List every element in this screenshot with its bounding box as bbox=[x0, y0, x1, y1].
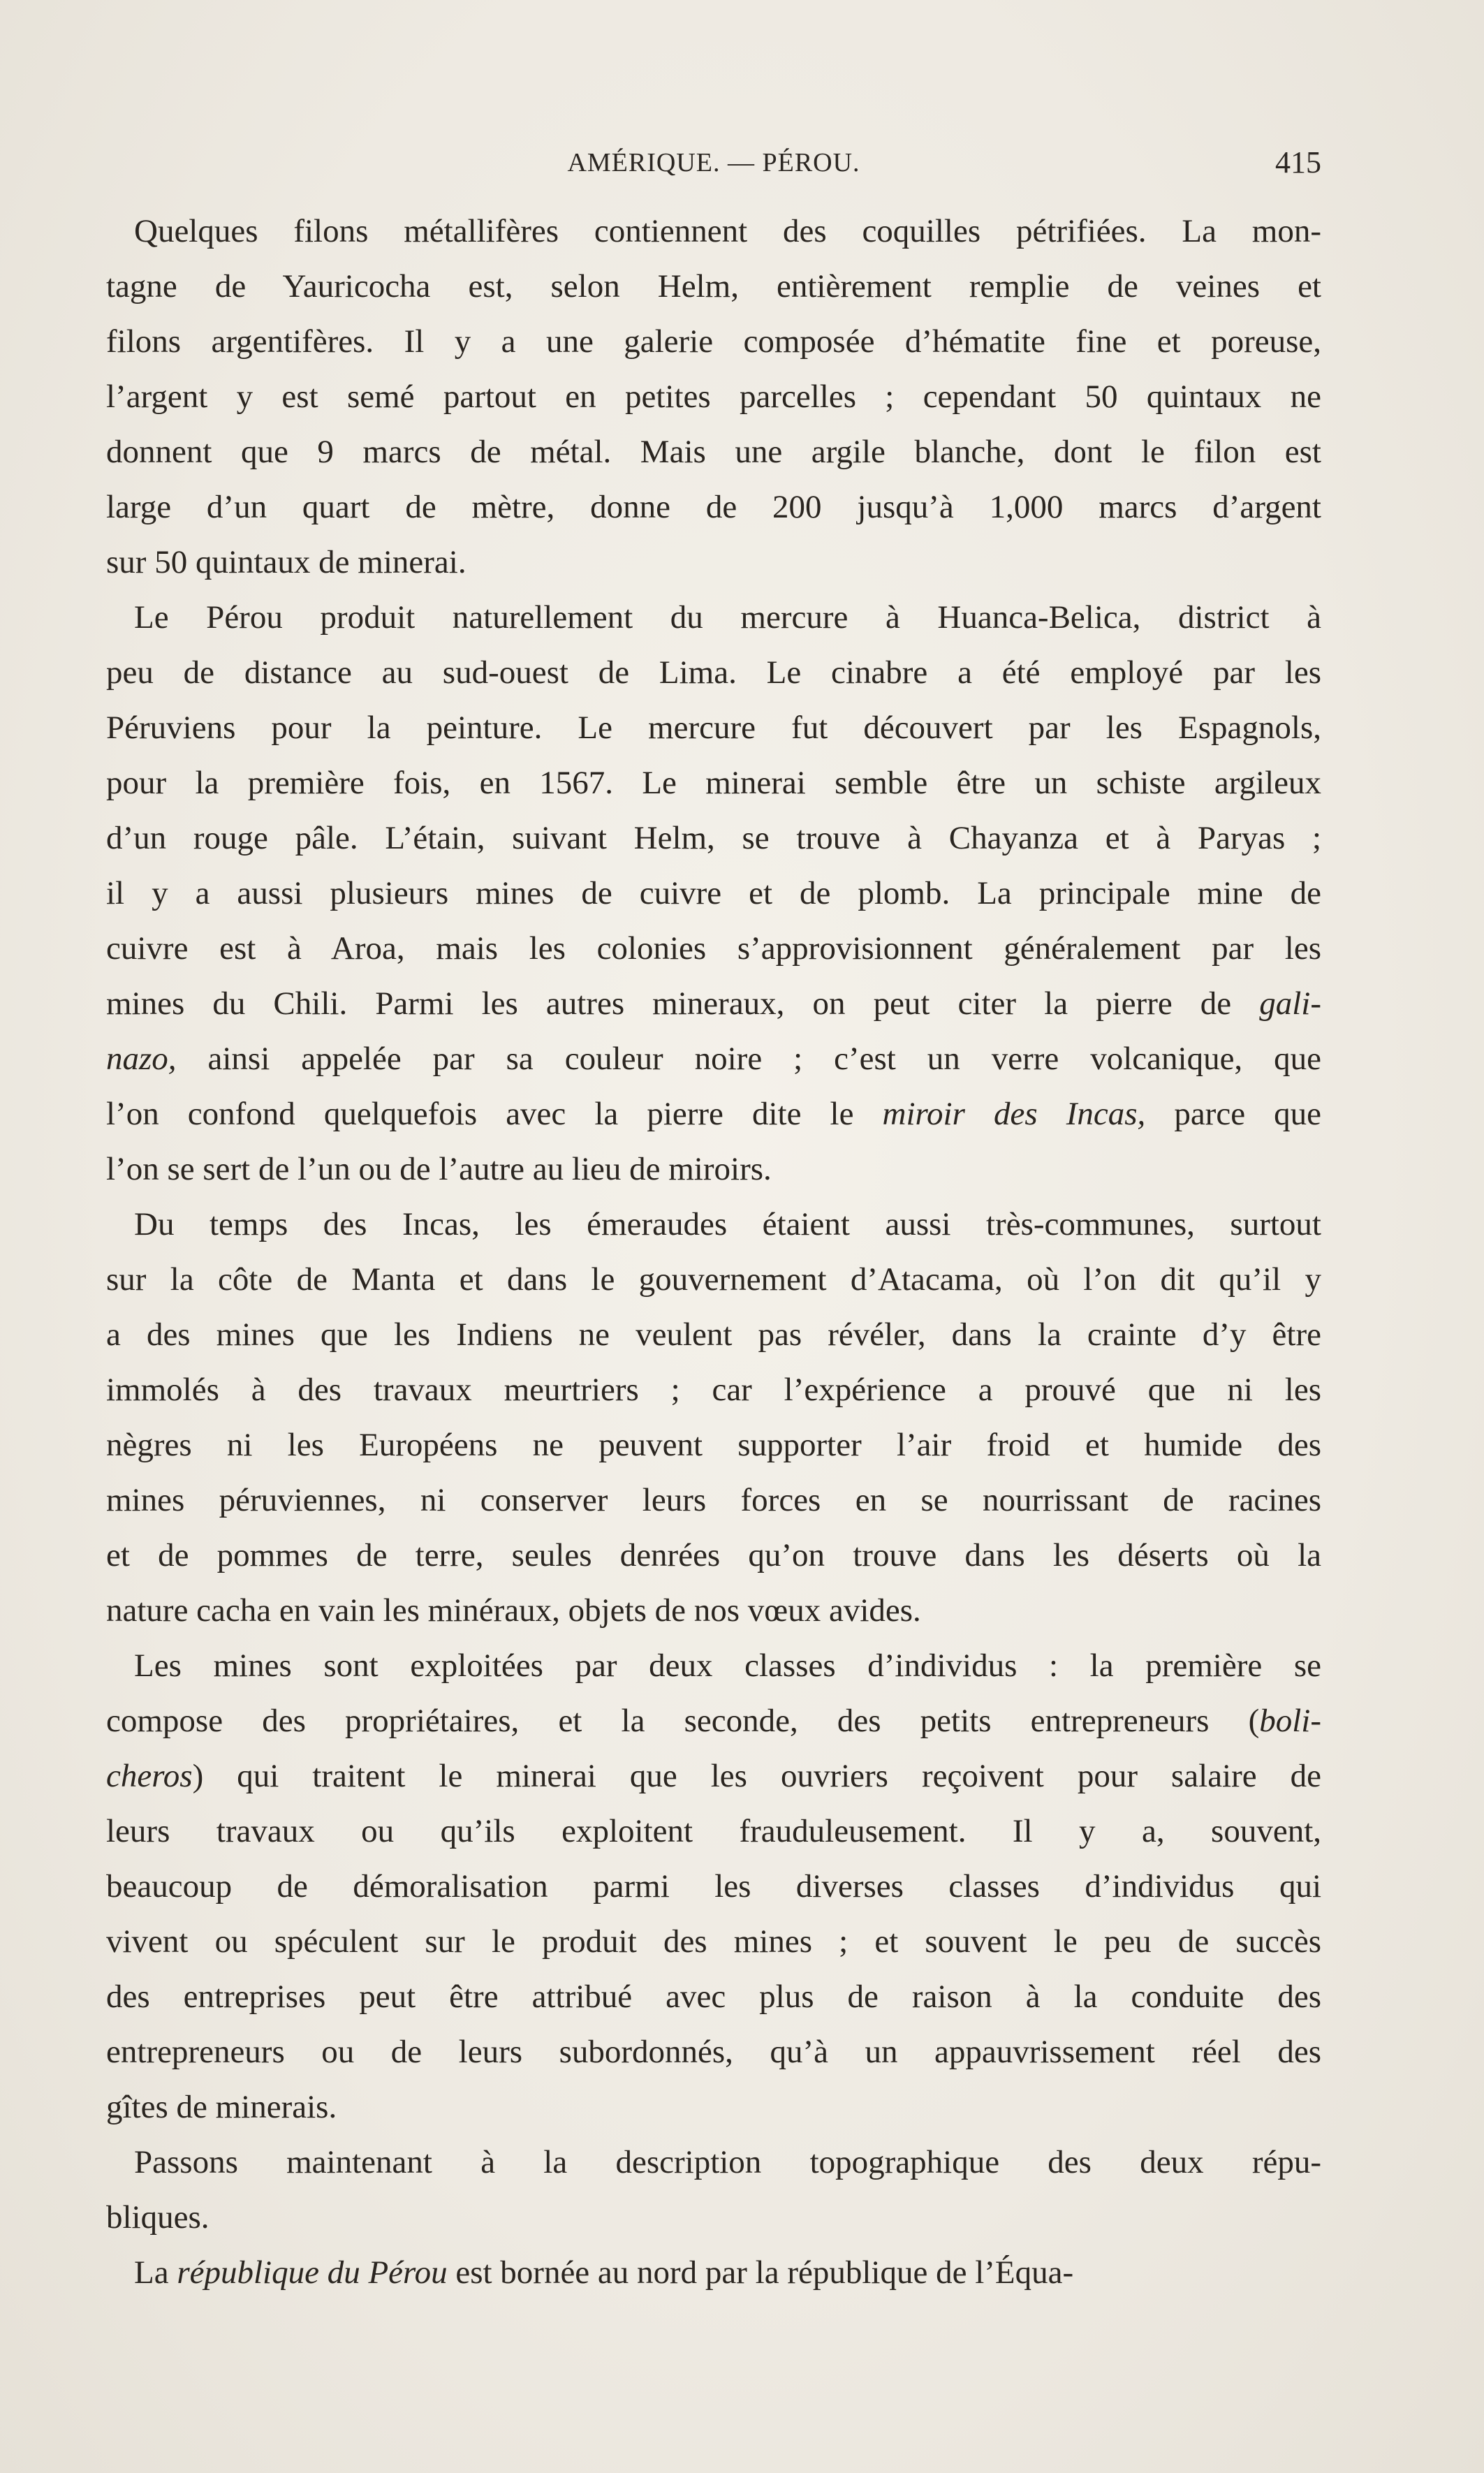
text-line bbox=[106, 1804, 1321, 1859]
text-run: l’on confond quelquefois avec la pierre dite le bbox=[106, 1096, 883, 1132]
paragraph bbox=[106, 2245, 1321, 2300]
text-line bbox=[106, 1859, 1321, 1914]
text-run: leurs travaux ou qu’ils exploitent frauduleusement. Il y a, souvent, bbox=[106, 1813, 1321, 1849]
text-line bbox=[106, 2025, 1321, 2080]
text-line bbox=[106, 1583, 1321, 1638]
text-line bbox=[106, 1473, 1321, 1528]
text-line bbox=[106, 535, 1321, 590]
text-line bbox=[106, 590, 1321, 645]
text-run: beaucoup de démoralisation parmi les diverses classes d’individus qui bbox=[106, 1868, 1321, 1905]
text-run: il y a aussi plusieurs mines de cuivre et de plomb. La principale mine de bbox=[106, 875, 1321, 911]
text-line bbox=[106, 2245, 1321, 2300]
running-head bbox=[106, 145, 1321, 186]
text-run: nègres ni les Européens ne peuvent supporter l’air froid et humide des bbox=[106, 1427, 1321, 1463]
text-run: donnent que 9 marcs de métal. Mais une argile blanche, dont le filon est bbox=[106, 434, 1321, 470]
text-run: large d’un quart de mètre, donne de 200 jusqu’à 1,000 marcs d’argent bbox=[106, 489, 1321, 525]
page-number: 415 bbox=[1275, 145, 1321, 179]
text-line bbox=[106, 480, 1321, 535]
text-line bbox=[106, 1528, 1321, 1583]
text-line bbox=[106, 2190, 1321, 2245]
italic-text: miroir des Incas, bbox=[882, 1096, 1146, 1132]
text-run: mines du Chili. Parmi les autres mineraux, on peut citer la pierre de bbox=[106, 985, 1260, 1022]
text-line bbox=[106, 1252, 1321, 1307]
text-run: filons argentifères. Il y a une galerie composée d’hématite fine et poreuse, bbox=[106, 323, 1321, 360]
text-run: Le Pérou produit naturellement du mercure à Huanca-Belica, district à bbox=[134, 599, 1321, 636]
text-run: immolés à des travaux meurtriers ; car l’expérience a prouvé que ni les bbox=[106, 1372, 1321, 1408]
italic-text: nazo, bbox=[106, 1041, 177, 1077]
text-run: ainsi appelée par sa couleur noire ; c’est un verre volcanique, que bbox=[176, 1041, 1321, 1077]
text-line bbox=[106, 314, 1321, 369]
text-run: sur la côte de Manta et dans le gouvernement d’Atacama, où l’on dit qu’il y bbox=[106, 1261, 1321, 1298]
text-run: pour la première fois, en 1567. Le minerai semble être un schiste argileux bbox=[106, 765, 1321, 801]
text-run: l’on se sert de l’un ou de l’autre au lieu de miroirs. bbox=[106, 1151, 772, 1187]
text-run: Les mines sont exploitées par deux classes d’individus : la première se bbox=[134, 1648, 1321, 1684]
text-line bbox=[106, 866, 1321, 921]
text-run: l’argent y est semé partout en petites parcelles ; cependant 50 quintaux ne bbox=[106, 379, 1321, 415]
text-line bbox=[106, 425, 1321, 480]
text-line bbox=[106, 1694, 1321, 1749]
text-line bbox=[106, 2135, 1321, 2190]
paragraph bbox=[106, 2135, 1321, 2245]
text-run: des entreprises peut être attribué avec plus de raison à la conduite des bbox=[106, 1979, 1321, 2015]
text-line bbox=[106, 1749, 1321, 1804]
text-line bbox=[106, 1914, 1321, 1969]
text-run: cuivre est à Aroa, mais les colonies s’approvisionnent généralement par les bbox=[106, 930, 1321, 967]
text-run: Passons maintenant à la description topographique des deux répu- bbox=[134, 2144, 1321, 2180]
text-run: Quelques filons métallifères contiennent des coquilles pétrifiées. La mon- bbox=[134, 213, 1321, 249]
text-run: entrepreneurs ou de leurs subordonnés, qu’à un appauvrissement réel des bbox=[106, 2034, 1321, 2070]
italic-text: gali- bbox=[1259, 985, 1321, 1022]
text-line bbox=[106, 1418, 1321, 1473]
text-run: Péruviens pour la peinture. Le mercure fut découvert par les Espagnols, bbox=[106, 710, 1321, 746]
text-line bbox=[106, 1638, 1321, 1694]
paragraph bbox=[106, 1638, 1321, 2135]
text-run: tagne de Yauricocha est, selon Helm, entièrement remplie de veines et bbox=[106, 268, 1321, 304]
paragraph bbox=[106, 590, 1321, 1197]
italic-text: boli- bbox=[1259, 1703, 1321, 1739]
text-run: est bornée au nord par la république de l’Équa- bbox=[447, 2254, 1074, 2291]
text-line bbox=[106, 811, 1321, 866]
text-line bbox=[106, 259, 1321, 314]
text-run: ) qui traitent le minerai que les ouvriers reçoivent pour salaire de bbox=[192, 1758, 1321, 1794]
text-line bbox=[106, 756, 1321, 811]
text-run: gîtes de minerais. bbox=[106, 2089, 337, 2125]
running-title: AMÉRIQUE. — PÉROU. bbox=[567, 148, 860, 177]
text-line bbox=[106, 369, 1321, 425]
paragraph bbox=[106, 204, 1321, 590]
text-run: et de pommes de terre, seules denrées qu’on trouve dans les déserts où la bbox=[106, 1537, 1321, 1573]
text-line bbox=[106, 921, 1321, 976]
text-run: sur 50 quintaux de minerai. bbox=[106, 544, 466, 580]
text-run: d’un rouge pâle. L’étain, suivant Helm, se trouve à Chayanza et à Paryas ; bbox=[106, 820, 1321, 856]
text-line bbox=[106, 1307, 1321, 1363]
text-run: Du temps des Incas, les émeraudes étaient aussi très-communes, surtout bbox=[134, 1206, 1321, 1242]
text-run: vivent ou spéculent sur le produit des mines ; et souvent le peu de succès bbox=[106, 1923, 1321, 1960]
text-run: La bbox=[134, 2254, 177, 2291]
text-line bbox=[106, 645, 1321, 700]
text-run: a des mines que les Indiens ne veulent pas révéler, dans la crainte d’y être bbox=[106, 1316, 1321, 1353]
text-run: parce que bbox=[1145, 1096, 1321, 1132]
text-line bbox=[106, 1969, 1321, 2025]
text-line bbox=[106, 1087, 1321, 1142]
text-line bbox=[106, 976, 1321, 1032]
text-run: peu de distance au sud-ouest de Lima. Le cinabre a été employé par les bbox=[106, 654, 1321, 691]
text-line bbox=[106, 2080, 1321, 2135]
text-line bbox=[106, 1032, 1321, 1087]
paragraph bbox=[106, 1197, 1321, 1638]
text-line bbox=[106, 700, 1321, 756]
text-run: bliques. bbox=[106, 2199, 210, 2236]
italic-text: cheros bbox=[106, 1758, 193, 1794]
text-line bbox=[106, 1197, 1321, 1252]
text-line bbox=[106, 1142, 1321, 1197]
text-line bbox=[106, 204, 1321, 259]
text-run: nature cacha en vain les minéraux, objets de nos vœux avides. bbox=[106, 1592, 921, 1629]
italic-text: république du Pérou bbox=[177, 2254, 448, 2291]
body-text bbox=[106, 204, 1321, 2300]
text-run: compose des propriétaires, et la seconde, des petits entrepreneurs ( bbox=[106, 1703, 1260, 1739]
text-line bbox=[106, 1363, 1321, 1418]
text-run: mines péruviennes, ni conserver leurs forces en se nourrissant de racines bbox=[106, 1482, 1321, 1518]
